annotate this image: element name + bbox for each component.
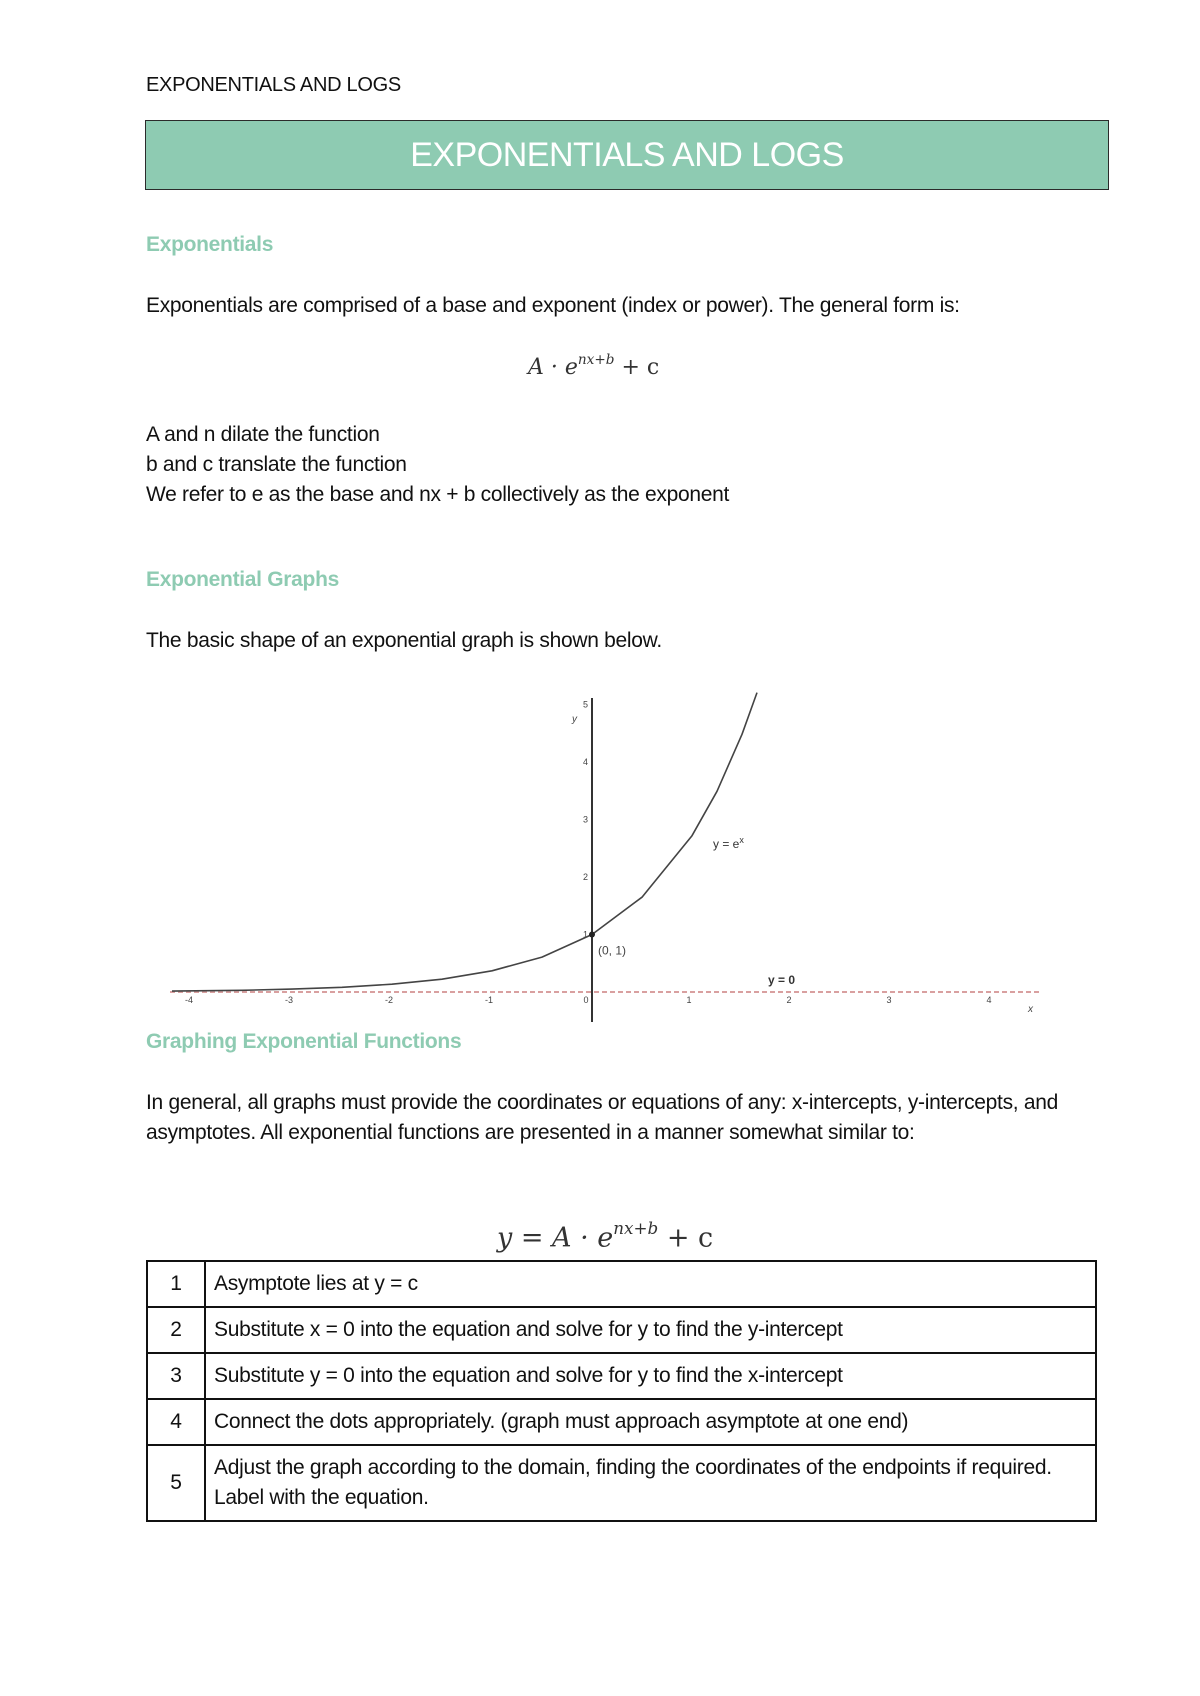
step-text: Substitute y = 0 into the equation and solve for y to find the x-intercept: [205, 1353, 1096, 1399]
note-dilate: A and n dilate the function: [146, 423, 380, 446]
x-tick-label: 2: [786, 995, 792, 1005]
x-tick-label: -1: [484, 995, 494, 1005]
table-row: [147, 1307, 1096, 1353]
step-number: 2: [147, 1307, 205, 1353]
running-header: EXPONENTIALS AND LOGS: [146, 74, 401, 96]
formula-tail: + c: [621, 355, 660, 381]
exponential-graph: [160, 690, 1060, 1030]
curve-label-exponent: x: [739, 835, 744, 845]
formula-exponent: nx+b: [577, 352, 615, 368]
x-axis-label: x: [1028, 1004, 1033, 1015]
y-tick-label: 2: [582, 872, 588, 882]
step-number: 5: [147, 1445, 205, 1521]
note-base-exponent: We refer to e as the base and nx + b collectively as the exponent: [146, 483, 730, 506]
title-banner: [145, 120, 1109, 190]
heading-graphing-functions: Graphing Exponential Functions: [146, 1030, 462, 1053]
table-row: [147, 1261, 1096, 1307]
steps-table: [146, 1260, 1097, 1522]
x-tick-label: 0: [583, 995, 589, 1005]
x-tick-label: 1: [686, 995, 692, 1005]
y-tick-label: 5: [582, 699, 588, 710]
step-number: 3: [147, 1353, 205, 1399]
x-tick-label: 4: [986, 995, 992, 1005]
heading-exponential-graphs: Exponential Graphs: [146, 568, 339, 591]
intercept-point-label: (0, 1): [598, 943, 627, 958]
table-row: [147, 1445, 1096, 1521]
y-tick-label: 3: [582, 814, 588, 825]
y-axis-label: y: [572, 714, 577, 725]
y-tick-label: 1: [582, 929, 588, 940]
general-form-formula: [528, 352, 659, 380]
graphing-intro: In general, all graphs must provide the coordinates or equations of any: x-intercepts, y-intercepts, and asymptotes. All exponential functions are presented in a manner somewhat similar to:: [146, 1091, 1058, 1144]
table-row: [147, 1353, 1096, 1399]
step-number: 1: [147, 1261, 205, 1307]
step-text: Asymptote lies at y = c: [205, 1261, 1096, 1307]
exponentials-intro: Exponentials are comprised of a base and exponent (index or power). The general form is:: [146, 294, 960, 317]
title-banner-text: EXPONENTIALS AND LOGS: [410, 135, 844, 174]
graphing-formula-exponent: nx+b: [613, 1218, 659, 1238]
step-text: Substitute x = 0 into the equation and solve for y to find the y-intercept: [205, 1307, 1096, 1353]
graphs-intro: The basic shape of an exponential graph is shown below.: [146, 629, 662, 652]
x-tick-label: -3: [284, 995, 294, 1005]
step-text: Adjust the graph according to the domain, finding the coordinates of the endpoints if required. Label with the equation.: [205, 1445, 1096, 1521]
exponential-curve: [172, 693, 757, 992]
x-tick-label: -4: [184, 995, 194, 1005]
formula-base: A · e: [528, 355, 578, 381]
step-text: Connect the dots appropriately. (graph must approach asymptote at one end): [205, 1399, 1096, 1445]
graphing-formula-lhs: y = A · e: [497, 1222, 614, 1254]
step-number: 4: [147, 1399, 205, 1445]
y-tick-label: 4: [582, 757, 588, 767]
curve-label: $y = e^x$: [713, 835, 744, 851]
x-tick-label: 3: [886, 995, 892, 1005]
heading-exponentials: Exponentials: [146, 233, 274, 256]
graphing-formula-tail: + c: [666, 1222, 714, 1254]
exponentials-notes: [146, 420, 1066, 510]
note-translate: b and c translate the function: [146, 453, 407, 476]
intercept-point: [589, 932, 595, 938]
graphing-formula: [497, 1218, 713, 1254]
x-tick-label: -2: [384, 995, 394, 1005]
asymptote-label: y = 0: [768, 973, 796, 987]
table-row: [147, 1399, 1096, 1445]
